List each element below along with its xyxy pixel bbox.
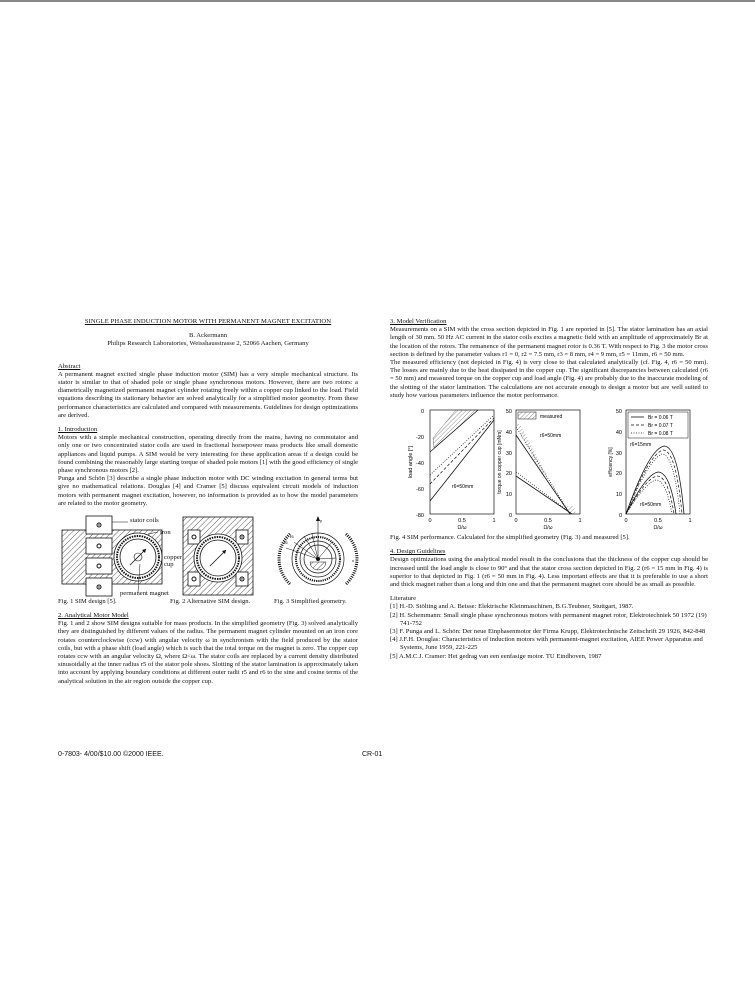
literature-heading: Literature [390, 595, 416, 603]
svg-text:20: 20 [505, 471, 512, 478]
svg-text:r6=50mm: r6=50mm [640, 502, 662, 509]
reference-2: [2] H. Schemmann: Small single phase synchronous motors with permanent magnet rotor, Elektrotechniek 50 1972 (19) 741-752 [390, 611, 707, 627]
analytical-model-text: Fig. 1 and 2 show SIM designs suitable for mass products. In the simplified geometry (Fig. 3) solved analytically they are distinguished by different values of the radius. The permanent magnet cylinder mounted on an iron core rotates counterclockwise (ccw) with angular velocity ω in synchronism with the field produced by the stator coils, but with a phase shift (load angle) which is such that the total torque on the magnet is zero. The copper cup rotates ccw with an angular velocity Ω, where Ω<ω. The stator coils are replaced by a current density distributed sinusoidally at the inner radius r5 of the stator pole shoes. Slotting of the stator lamination is approximately taken into account by applying boundary conditions at different outer radii r5 and r6 to the sine and cosine terms of the analytical solution in the air region outside the copper cup. [58, 620, 358, 685]
svg-text:30: 30 [615, 451, 622, 458]
footer-isbn: 0-7803- 4/00/$10.00 ©2000 IEEE. [58, 751, 164, 758]
fig1-label-iron: iron [160, 529, 171, 537]
reference-1: [1] H.-D. Stölting and A. Beisse: Elektrische Kleinmaschinen, B.G.Teubner, Stuttgart, 1987. [390, 603, 634, 611]
svg-text:40: 40 [505, 430, 512, 437]
svg-text:Ω/ω: Ω/ω [653, 525, 663, 532]
svg-text:1: 1 [492, 518, 496, 525]
svg-text:r6=15mm: r6=15mm [630, 442, 652, 449]
svg-text:0: 0 [618, 513, 622, 520]
svg-text:y: y [320, 518, 322, 524]
svg-text:10: 10 [615, 492, 622, 499]
svg-text:r5: r5 [290, 534, 294, 540]
svg-text:r6=50mm: r6=50mm [452, 484, 474, 491]
chart-load-angle [396, 404, 496, 532]
svg-text:efficiency [%]: efficiency [%] [608, 447, 614, 477]
chart-torque-copper-cup [496, 404, 596, 532]
fig2-caption: Fig. 2 Alternative SIM design. [170, 598, 251, 606]
svg-text:Ω/ω: Ω/ω [543, 525, 553, 532]
svg-text:10: 10 [505, 492, 512, 499]
introduction-para-1: Motors with a simple mechanical construction, operating directly from the mains, having no commutator and only one or two concentrated stator coils are used in fractional horsepower mass products like small domestic appliances and liquid pumps. A SIM would be very interesting for these application areas if a design could be found combining the reasonably large starting torque of shaded pole motors [1] with the good efficiency of single phase synchronous motors [2]. [58, 434, 358, 475]
chart-efficiency [594, 404, 706, 532]
abstract-text: A permanent magnet excited single phase induction motor (SIM) has a very simple mechanical structure. Its stator is similar to that of shaded pole or single phase synchronous motors. However, there are two rotors: a diametrically magnetized permanent magnet cylinder rotating freely within a copper cup linked to the load. Field equations describing its stationary behavior are solved analytically for a simplified motor geometry. From these performance characteristics are calculated and compared with measurements. Guidelines for design optimizations are derived. [58, 370, 358, 419]
svg-text:20: 20 [615, 471, 622, 478]
svg-text:0.5: 0.5 [458, 518, 466, 525]
svg-text:0: 0 [508, 513, 512, 520]
svg-text:1: 1 [688, 518, 692, 525]
footer-page-id: CR-01 [362, 751, 383, 758]
reference-5: [5] A.M.C.J. Cramer: Het gedrag van een eenfasige motor. TU Eindhoven, 1987 [390, 652, 602, 660]
author: B. Ackermann [188, 332, 228, 340]
fig1-label-stator-coils: stator coils [130, 517, 159, 525]
svg-text:Br = 0.07 T: Br = 0.07 T [648, 423, 673, 430]
fig1-sim-design-diagram [58, 512, 178, 598]
fig1-label-copper-cup: copper cup [164, 554, 182, 569]
fig3-caption: Fig. 3 Simplified geometry. [274, 598, 347, 606]
design-guidelines-text: Design optimizations using the analytical model result in the conclusions that the thickness of the copper cup should be increased until the load angle is close to 90° and that the stator cross section depicted in Fig. 2 (r6 = 15 mm in Fig. 4) is superior to that depicted in Fig. 1 (r6 = 50 mm in Fig. 4). Less important effects are that it is preferable to use a short and thick magnet rather than a long and thin one and that the permanent magnet core should be as small as possible. [390, 556, 708, 589]
svg-text:1: 1 [578, 518, 582, 525]
svg-text:r6: r6 [284, 540, 288, 546]
right-column [390, 318, 708, 661]
svg-text:0.5: 0.5 [654, 518, 662, 525]
fig1-label-permanent-magnet: permanent magnet [120, 590, 169, 598]
svg-text:-80: -80 [416, 513, 424, 520]
svg-text:0.5: 0.5 [544, 518, 552, 525]
svg-text:-40: -40 [416, 461, 424, 468]
affiliation: Philips Research Laboratories, Weisshausstrasse 2, 52066 Aachen, Germany [107, 340, 309, 348]
figures-1-3 [58, 510, 358, 606]
svg-text:x: x [352, 558, 354, 564]
model-verification-heading: 3. Model Verification [390, 318, 447, 325]
introduction-heading: 1. Introduction [58, 426, 98, 434]
fig3-simplified-geometry-diagram [276, 514, 360, 596]
introduction-para-2: Punga and Schön [3] describe a single phase induction motor with DC winding excitation in general terms but give no mathematical relations. Douglas [4] and Cramer [5] discuss equivalent circuit models of induction motors with permanent magnet excitation, however, no information is provided as to how the model parameters are related to the motor geometry. [58, 475, 358, 507]
svg-text:0: 0 [428, 518, 432, 525]
abstract-heading: Abstract [58, 362, 81, 370]
fig1-caption: Fig. 1 SIM design [5]. [58, 598, 117, 606]
svg-text:50: 50 [505, 409, 512, 416]
analytical-model-heading: 2. Analytical Motor Model [58, 612, 129, 620]
paper-title: SINGLE PHASE INDUCTION MOTOR WITH PERMANENT MAGNET EXCITATION [84, 318, 332, 325]
model-verification-para-1: Measurements on a SIM with the cross section depicted in Fig. 1 are reported in [5]. The stator lamination has an axial length of 30 mm. 50 Hz AC current in the stator coils excites a magnetic field with an amplitude of approximately Br at the location of the rotors. The remanence of the permanent magnet rotor is 0.36 T. With respect to Fig. 3 the motor cross section is defined by the parameter values r1 = 0, r2 = 7.5 mm, r3 = 8 mm, r4 = 9 mm, r5 = 11mm, r6 = 50 mm. [390, 326, 708, 358]
fig4-caption: Fig. 4 SIM performance. Calculated for the simplified geometry (Fig. 3) and measured [5]. [390, 534, 630, 542]
left-column [58, 318, 358, 692]
svg-text:-60: -60 [416, 487, 424, 494]
svg-text:0: 0 [514, 518, 518, 525]
svg-text:measured: measured [540, 414, 563, 421]
svg-text:30: 30 [505, 451, 512, 458]
svg-text:0: 0 [624, 518, 628, 525]
svg-text:50: 50 [615, 409, 622, 416]
svg-text:Ω/ω: Ω/ω [457, 525, 467, 532]
reference-4: [4] J.F.H. Douglas: Characteristics of induction motors with permanent-magnet excitation, AIEE Power Apparatus and Systems, June 1959, 221-225 [390, 636, 703, 652]
fig2-alternative-design-diagram [182, 516, 254, 596]
svg-text:Br = 0.06 T: Br = 0.06 T [648, 415, 673, 422]
reference-3: [3] F. Punga and L. Schön: Der neue Einphasenmotor der Firma Krupp, Elektrotechnische Zeitschrift 29 1926, 842-848 [390, 628, 706, 636]
fig4-charts [390, 404, 708, 532]
model-verification-para-2: The measured efficiency (not depicted in Fig. 4) is very close to that calculated analytically (cf. Fig. 4, r6 = 50 mm). The losses are mainly due to the heat dissipated in the copper cup. The significant discrepancies between calculated (r6 = 50 mm) and measured torque on the copper cup and load angle (Fig. 4) are probably due to the inaccurate modeling of the slotting of the stator lamination. The calculations are not accurate enough to design a motor but are well suited to study how various parameters influence the motor performance. [390, 359, 708, 399]
design-guidelines-heading: 4. Design Guidelines [390, 548, 446, 556]
svg-text:40: 40 [615, 430, 622, 437]
svg-text:torque on copper cup [mNm]: torque on copper cup [mNm] [497, 430, 503, 494]
viewer-top-border [0, 0, 755, 2]
svg-text:load angle [°]: load angle [°] [408, 445, 414, 479]
svg-text:r6=50mm: r6=50mm [540, 433, 562, 440]
svg-text:0: 0 [420, 409, 424, 416]
svg-text:Br = 0.08 T: Br = 0.08 T [648, 431, 673, 438]
svg-text:-20: -20 [416, 435, 424, 442]
